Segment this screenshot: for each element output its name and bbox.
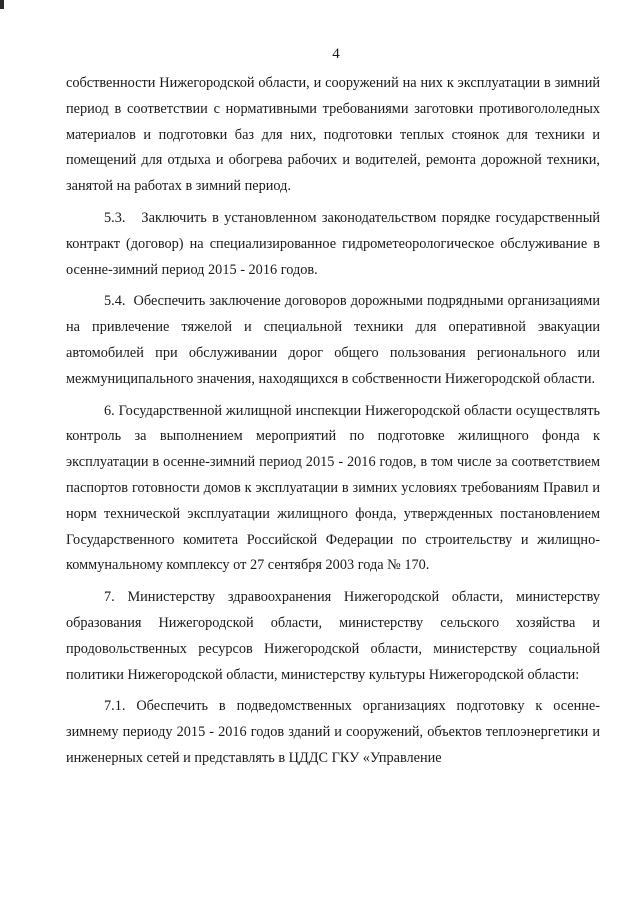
page-number: 4 xyxy=(332,46,340,62)
paragraph-item-7: 7. Министерству здравоохранения Нижегородской области, министерству образования Нижегородской области, министерству сельского хозяйства и продовольственных ресурсов Нижегородской области, министерству социальной политики Нижегородской области, министерству культуры Нижегородской области: xyxy=(66,589,600,683)
paragraph-item-5-4: 5.4. Обеспечить заключение договоров дорожными подрядными организациями на привлечение тяжелой и специальной техники для оперативной эвакуации автомобилей при обслуживании дорог общего пользования регионального или межмуниципального значения, находящихся в собственности Нижегородской области. xyxy=(66,293,600,387)
paragraph-item-7-1: 7.1. Обеспечить в подведомственных организациях подготовку к осенне-зимнему периоду 2015 - 2016 годов зданий и сооружений, объектов теплоэнергетики и инженерных сетей и представлять в ЦДДС ГКУ «Управление xyxy=(66,698,600,766)
document-body xyxy=(66,71,600,772)
scan-edge-mark xyxy=(0,0,4,9)
paragraph-item-5-3: 5.3. Заключить в установленном законодательством порядке государственный контракт (договор) на специализированное гидрометеорологическое обслуживание в осенне-зимний период 2015 - 2016 годов. xyxy=(66,209,600,278)
paragraph-item-6: 6. Государственной жилищной инспекции Нижегородской области осуществлять контроль за выполнением мероприятий по подготовке жилищного фонда к эксплуатации в осенне-зимний период 2015 - 2016 годов, в том числе за соответствием паспортов готовности домов к эксплуатации в зимних условиях требованиям Правил и норм технической эксплуатации жилищного фонда, утвержденных постановлением Государственного комитета Российской Федерации по строительству и жилищно-коммунальному комплексу от 27 сентября 2003 года № 170. xyxy=(66,402,600,574)
paragraph-continuation: собственности Нижегородской области, и сооружений на них к эксплуатации в зимний период в соответствии с нормативными требованиями заготовки противогололедных материалов и подготовки баз для них, подготовки теплых стоянок для техники и помещений для отдыха и обогрева рабочих и водителей, ремонта дорожной техники, занятой на работах в зимний период. xyxy=(66,75,600,195)
